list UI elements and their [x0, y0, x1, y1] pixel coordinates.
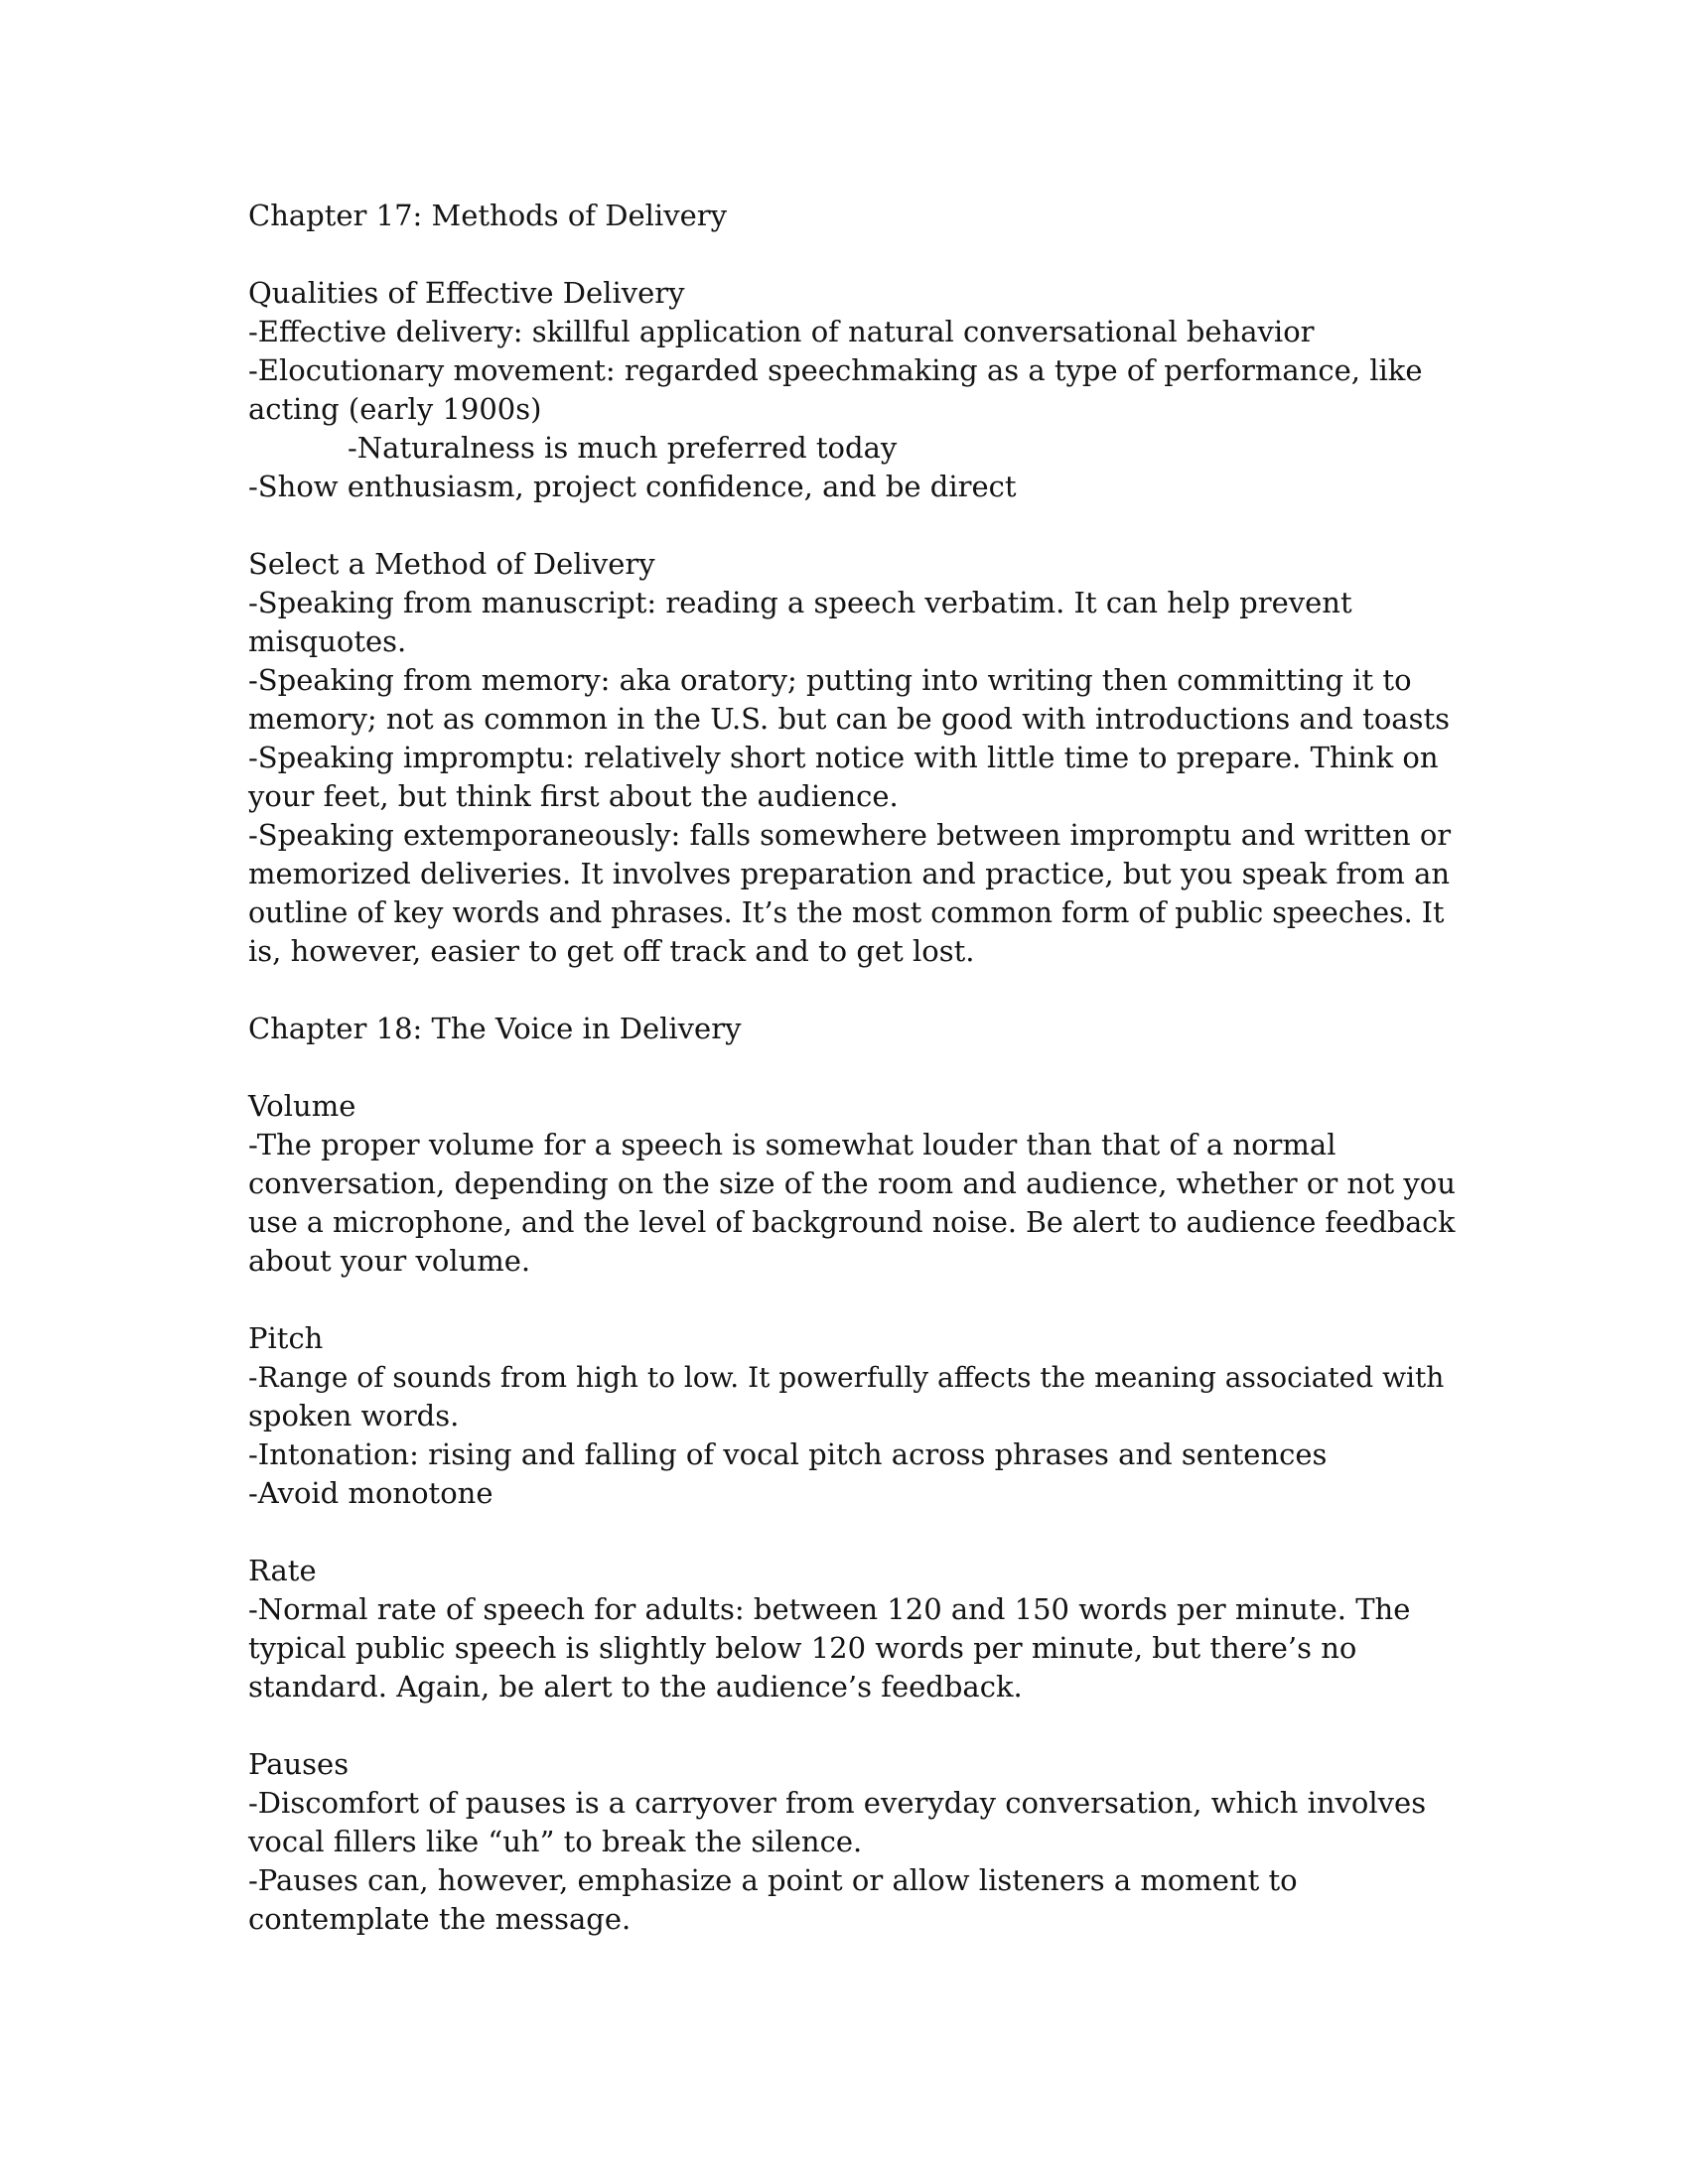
- section-heading-rate: Rate: [248, 1554, 317, 1587]
- text-line: -Range of sounds from high to low. It powerfully affects the meaning associated with: [248, 1361, 1445, 1394]
- text-line: contemplate the message.: [248, 1902, 632, 1936]
- spacer: [248, 235, 1460, 274]
- text-line: conversation, depending on the size of the room and audience, whether or not you: [248, 1166, 1456, 1200]
- text-line: -Elocutionary movement: regarded speechmaking as a type of performance, like: [248, 353, 1423, 387]
- section-heading-pauses: Pauses: [248, 1747, 350, 1781]
- section-heading-method: Select a Method of Delivery: [248, 547, 655, 581]
- text-line: spoken words.: [248, 1399, 460, 1433]
- text-line: about your volume.: [248, 1244, 531, 1278]
- section-heading-qualities: Qualities of Effective Delivery: [248, 276, 685, 310]
- text-line: vocal fillers like “uh” to break the silence.: [248, 1825, 863, 1858]
- section-heading-pitch: Pitch: [248, 1321, 324, 1355]
- document-page: [248, 197, 1460, 1939]
- text-line: -Speaking from manuscript: reading a speech verbatim. It can help prevent: [248, 586, 1352, 619]
- text-line: -The proper volume for a speech is somewhat louder than that of a normal: [248, 1128, 1336, 1161]
- spacer: [248, 1048, 1460, 1087]
- spacer: [248, 971, 1460, 1010]
- text-line: standard. Again, be alert to the audience’s feedback.: [248, 1670, 1023, 1704]
- chapter-17-title: Chapter 17: Methods of Delivery: [248, 199, 727, 232]
- text-line: -Avoid monotone: [248, 1476, 493, 1510]
- text-line: acting (early 1900s): [248, 392, 542, 426]
- text-line: -Show enthusiasm, project confidence, and be direct: [248, 470, 1017, 503]
- text-line: memorized deliveries. It involves preparation and practice, but you speak from an: [248, 857, 1451, 890]
- text-line: -Intonation: rising and falling of vocal pitch across phrases and sentences: [248, 1437, 1328, 1471]
- text-line: memory; not as common in the U.S. but can be good with introductions and toasts: [248, 702, 1450, 736]
- text-line: your feet, but think first about the audience.: [248, 779, 899, 813]
- text-line: -Speaking impromptu: relatively short notice with little time to prepare. Think on: [248, 741, 1439, 774]
- spacer: [248, 1706, 1460, 1745]
- text-line: -Pauses can, however, emphasize a point or allow listeners a moment to: [248, 1863, 1298, 1897]
- indented-text-line: -Naturalness is much preferred today: [348, 431, 898, 465]
- text-line: -Speaking from memory: aka oratory; putting into writing then committing it to: [248, 663, 1412, 697]
- text-line: -Discomfort of pauses is a carryover from everyday conversation, which involves: [248, 1786, 1427, 1820]
- text-line: is, however, easier to get off track and to get lost.: [248, 934, 975, 968]
- text-line: -Normal rate of speech for adults: between 120 and 150 words per minute. The: [248, 1592, 1411, 1626]
- spacer: [248, 506, 1460, 545]
- spacer: [248, 1281, 1460, 1319]
- spacer: [248, 1513, 1460, 1552]
- text-line: -Effective delivery: skillful application of natural conversational behavior: [248, 315, 1315, 348]
- text-line: misquotes.: [248, 624, 407, 658]
- text-line: outline of key words and phrases. It’s the most common form of public speeches. It: [248, 896, 1445, 929]
- text-line: -Speaking extemporaneously: falls somewhere between impromptu and written or: [248, 818, 1452, 852]
- chapter-18-title: Chapter 18: The Voice in Delivery: [248, 1012, 742, 1045]
- text-line: typical public speech is slightly below 120 words per minute, but there’s no: [248, 1631, 1357, 1665]
- text-line: use a microphone, and the level of background noise. Be alert to audience feedback: [248, 1206, 1456, 1239]
- section-heading-volume: Volume: [248, 1089, 356, 1123]
